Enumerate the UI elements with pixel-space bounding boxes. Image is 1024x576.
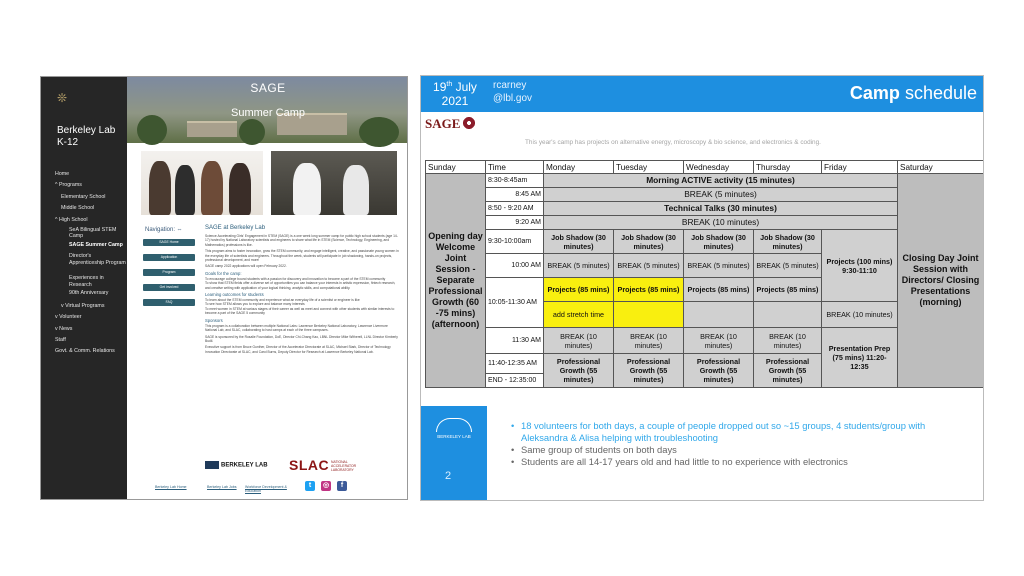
header-sunday: Sunday (426, 161, 486, 174)
time-cell: END - 12:35:00 (486, 374, 544, 388)
morning-active-cell: Morning ACTIVE activity (15 minutes) (544, 174, 898, 188)
friday-projects-cell: Projects (100 mins) 9:30-11:10 (822, 230, 898, 302)
job-shadow-cell: Job Shadow (30 minutes) (614, 230, 684, 254)
flower-icon (462, 116, 476, 130)
slide-title: Camp schedule (849, 83, 977, 103)
content-paragraph: SAGE camp 2022 applications will open February 2022. (205, 264, 287, 269)
header-wednesday: Wednesday (684, 161, 754, 174)
campers-photo (141, 151, 263, 215)
slide-author: rcarney @lbl.gov (493, 80, 533, 104)
facebook-icon[interactable]: f (337, 481, 347, 491)
sage-home-button[interactable]: SAGE Home (143, 239, 195, 246)
saturday-cell: Closing Day Joint Session with Directors/ Closing Presentations (morning) (898, 174, 984, 388)
partner-logos (205, 457, 395, 477)
slide-header (421, 76, 983, 112)
nav-sage-summer-camp[interactable]: SAGE Summer Camp (69, 241, 123, 248)
break-cell: BREAK (10 minutes) (614, 328, 684, 354)
content-paragraph: This program is a collaboration between multiple National Labs: Lawrence Berkeley National Laboratory, Lawrence Livermore National Lab, and SLAC, collaborating to host camps at each of the three campuses. (205, 323, 388, 333)
outcomes-list (205, 298, 399, 316)
prof-growth-cell: Professional Growth (55 minutes) (544, 354, 614, 388)
header-thursday: Thursday (754, 161, 822, 174)
header-saturday: Saturday (898, 161, 984, 174)
time-cell: 10:00 AM (486, 254, 544, 278)
slide-date: 19th July 2021 (433, 80, 477, 108)
nav-programs[interactable]: ^ Programs (55, 182, 82, 189)
list-item: To meet women in STEM at various stages of their career as well as meet and connect with other students with similar interests to become a part of the SAGE 5 community (205, 306, 395, 316)
tech-talks-cell: Technical Talks (30 minutes) (544, 202, 898, 216)
prof-growth-cell: Professional Growth (55 minutes) (614, 354, 684, 388)
list-item: To learn about the STEM community and experience what an everyday life of a scientist or engineer is like (205, 298, 360, 303)
header-tuesday: Tuesday (614, 161, 684, 174)
content-paragraph: This program aims to foster innovation, grow the STEM community, and engage intelligent, creative, and passionate young women in the everyday life of scientists and engineers. Throughout the week, students will participate in job shadowing, hands-on projects, professional development, and more! (205, 249, 399, 263)
photo-person (229, 163, 251, 215)
site-title[interactable]: Berkeley Lab K-12 (57, 125, 116, 148)
nav-volunteer[interactable]: v Volunteer (55, 314, 82, 321)
nav-news[interactable]: v News (55, 325, 73, 332)
break-cell: BREAK (10 minutes) (754, 328, 822, 354)
empty-cell (754, 302, 822, 328)
slac-logo[interactable]: SLAC (289, 457, 330, 473)
nav-govt-relations[interactable]: Govt. & Comm. Relations (55, 348, 115, 355)
header-monday: Monday (544, 161, 614, 174)
friday-break-cell: BREAK (10 minutes) (822, 302, 898, 328)
bullet-item: • Students are all 14-17 years old and had little to no experience with electronics (509, 456, 969, 468)
sunday-cell: Opening day Welcome Joint Session - Separate Professional Growth (60 -75 mins) (afternoon) (426, 174, 486, 388)
footer-link-home[interactable]: Berkeley Lab Home (155, 485, 187, 489)
time-cell: 8:50 - 9:20 AM (486, 202, 544, 216)
lab-photo (271, 151, 397, 215)
time-cell: 11:30 AM (486, 328, 544, 354)
time-cell: 9:30-10:00am (486, 230, 544, 254)
dome-icon (436, 418, 472, 432)
photo-person (293, 163, 321, 215)
photo-person (175, 165, 195, 215)
content-paragraph: SAGE is sponsored by the Rosalie Foundation, DoE, Director Chi-Chang Kao, LBNL Director Mike Witherell, LLNL Director Kimberly Budil. (205, 334, 398, 343)
nav-virtual-programs[interactable]: v Virtual Programs (61, 302, 105, 309)
bullet-item: • 18 volunteers for both days, a couple of people dropped out so ~15 groups, 4 students/group with Aleksandra & Alisa helping with troubleshooting (509, 420, 969, 444)
time-cell: 8:45 AM (486, 188, 544, 202)
nav-home[interactable]: Home (55, 171, 70, 177)
stretch-time-cell: add stretch time (544, 302, 614, 328)
projects-cell: Projects (85 mins) (614, 278, 684, 302)
time-cell: 10:05-11:30 AM (486, 278, 544, 328)
slide-intro: This year's camp has projects on alternative energy, microscopy & bio science, and electronics & coding. (525, 139, 821, 146)
schedule-slide (420, 75, 984, 501)
nav-staff[interactable]: Staff (55, 336, 66, 343)
hero-tree (239, 119, 265, 145)
table-header-row (426, 161, 984, 174)
break-cell: BREAK (5 minutes) (754, 254, 822, 278)
list-item: To encourage college bound students with a passion for discovery and innovation to become a part of the STEM community (205, 276, 386, 281)
photo-person (201, 161, 223, 215)
hero-title: SAGE (250, 81, 286, 95)
schedule-table (425, 160, 984, 388)
site-main (127, 77, 408, 499)
empty-cell (684, 302, 754, 328)
faq-button[interactable]: FAQ (143, 299, 195, 306)
sponsors-heading: Sponsors (205, 317, 223, 323)
slide-footer-bar (421, 406, 487, 501)
projects-cell: Projects (85 mins) (754, 278, 822, 302)
friday-prep-cell: Presentation Prep (75 mins) 11:20-12:35 (822, 328, 898, 388)
header-friday: Friday (822, 161, 898, 174)
instagram-icon[interactable]: ◎ (322, 482, 330, 489)
slide-bullets (509, 420, 969, 468)
content-paragraph: Science Accelerating Girls' Engagement in STEM (SAGE) is a one week long summer camp for public high school students (age 14-17) hosted by National Laboratory scientists and engineers to share what life in STEM (Science, Technology, Engineering, and Mathematics) professions is like. (205, 234, 398, 247)
content-heading: SAGE at Berkeley Lab (205, 225, 266, 231)
break-cell: BREAK (10 minutes) (684, 328, 754, 354)
outcomes-heading: Learning outcomes for students (205, 292, 264, 298)
bullet-item: • Same group of students on both days (509, 444, 969, 456)
prof-growth-cell: Professional Growth (55 minutes) (684, 354, 754, 388)
program-button[interactable]: Program (143, 269, 195, 276)
time-cell: 9:20 AM (486, 216, 544, 230)
projects-cell: Projects (85 mins) (684, 278, 754, 302)
berkeley-lab-logo-icon: ❊ (57, 91, 68, 105)
break-cell: BREAK (5 minutes) (544, 188, 898, 202)
nav-sea-bilingual[interactable]: SeA Bilingual STEM Camp (69, 226, 117, 240)
hero-tree (137, 115, 167, 145)
hero-building (187, 121, 237, 137)
berkeley-lab-mark-icon (205, 461, 219, 469)
photo-person (149, 161, 171, 215)
time-cell: 8:30-8:45am (486, 174, 544, 188)
berkeley-lab-logo[interactable]: BERKELEY LAB (205, 461, 268, 469)
slac-logo-subtitle: NATIONAL ACCELERATOR LABORATORY (331, 460, 357, 472)
get-involved-button[interactable]: Get involved (143, 284, 195, 291)
break-cell: BREAK (5 minutes) (544, 254, 614, 278)
site-nav (41, 169, 127, 358)
time-cell: 11:40-12:35 AM (486, 354, 544, 374)
goals-heading: Goals for the camp: (205, 270, 242, 276)
hero-subtitle: Summer Camp (231, 107, 305, 119)
job-shadow-cell: Job Shadow (30 minutes) (754, 230, 822, 254)
prof-growth-cell: Professional Growth (55 minutes) (754, 354, 822, 388)
slide-number: 2 (445, 470, 452, 482)
break-cell: BREAK (10 minutes) (544, 216, 898, 230)
break-cell: BREAK (5 minutes) (614, 254, 684, 278)
goals-list (205, 277, 399, 290)
projects-cell: Projects (85 mins) (544, 278, 614, 302)
job-shadow-cell: Job Shadow (30 minutes) (544, 230, 614, 254)
hero-banner (127, 77, 408, 143)
twitter-icon[interactable]: t (305, 481, 315, 491)
photo-person (343, 165, 369, 215)
hero-tree (359, 117, 399, 147)
content-paragraph: Executive support is from Bruce Gunther, Director of the Accelerator Directorate at SLAC, Michael Stark, Director of Technology Innovation Directorate at SLAC, and Carol Burns, Deputy Director for Research at Lawrence Berkeley National Lab. (205, 345, 391, 354)
berkeley-lab-mini-logo: BERKELEY LAB (425, 418, 483, 439)
list-item: To show that STEM fields offer a diverse set of opportunities you can balance your interests in artistic expression, fintech research, and creative writing with application of your logical thinking, analytic skills, and computational ability. (205, 281, 396, 290)
nav-middle[interactable]: Middle School (61, 205, 95, 212)
application-button[interactable]: Application (143, 254, 195, 261)
break-cell: BREAK (10 minutes) (544, 328, 614, 354)
footer-link-jobs[interactable]: Berkeley Lab Jobs (207, 485, 237, 489)
sage-logo: SAGE (425, 116, 476, 132)
nav-experiences-research[interactable]: Experiences in Research (69, 275, 104, 288)
page-content (205, 225, 399, 356)
footer-link-workforce[interactable]: Workforce Development & Education (245, 485, 287, 493)
nav-90th-anniversary[interactable]: 90th Anniversary (69, 290, 109, 297)
nav-directors-apprenticeship[interactable]: Director's Apprenticeship Program (69, 253, 126, 266)
nav-elementary[interactable]: Elementary School (61, 193, 106, 200)
navigation-label: Navigation: ⇔ (145, 227, 183, 233)
break-cell: BREAK (5 minutes) (684, 254, 754, 278)
website-screenshot (40, 76, 408, 500)
header-time: Time (486, 161, 544, 174)
table-row (426, 174, 984, 188)
site-sidebar (41, 77, 127, 499)
nav-high-school[interactable]: ^ High School (55, 216, 88, 223)
list-item: To see how STEM allows you to explore and balance many interests (205, 302, 305, 307)
yellow-empty-cell (614, 302, 684, 328)
job-shadow-cell: Job Shadow (30 minutes) (684, 230, 754, 254)
